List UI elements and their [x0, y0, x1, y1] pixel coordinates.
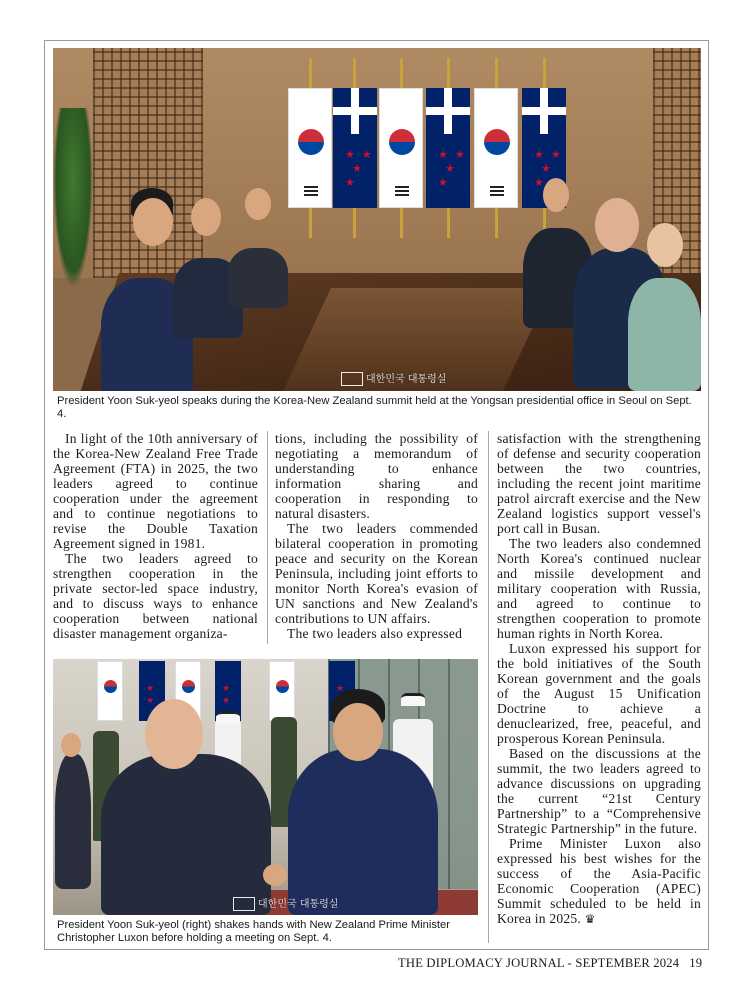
paragraph: satisfaction with the strengthening of defense and security cooperation between the two countries, including the recent joint maritime patrol aircraft exercise and the New Zealand logistics support vessel's port call in Busan.	[497, 431, 701, 536]
head	[61, 733, 81, 757]
office-logo-icon	[233, 897, 255, 911]
head	[145, 699, 203, 769]
bottom-photo-caption: President Yoon Suk-yeol (right) shakes hands with New Zealand Prime Minister Christopher Luxon before holding a meeting on Sept. 4.	[57, 919, 450, 944]
column-rule	[488, 431, 489, 943]
office-logo-icon	[341, 372, 363, 386]
korea-flag	[379, 88, 423, 208]
head	[543, 178, 569, 212]
paragraph: Luxon expressed his support for the bold initiatives of the South Korean government and the goals of the August 15 Unification Doctrine to achieve a denuclearized, free, peaceful, and prosperous Korean Peninsula.	[497, 641, 701, 746]
paragraph: Based on the discussions at the summit, the two leaders agreed to advance discussions on upgrading the current “21st Century Partnership” to a “Comprehensive Strategic Partnership” in the future.	[497, 746, 701, 836]
column-rule	[267, 431, 268, 644]
new-zealand-flag	[333, 88, 377, 208]
guard-cap	[401, 693, 425, 706]
paragraph: The two leaders also condemned North Korea's continued nuclear and missile development and military cooperation with Russia, and agreed to continue to strengthen cooperation to promote human rights in North Korea.	[497, 536, 701, 641]
watermark-logo	[341, 370, 446, 386]
korea-flag	[288, 88, 332, 208]
page-number: 19	[689, 956, 703, 970]
person-luxon	[101, 754, 271, 915]
korea-flag	[474, 88, 518, 208]
paragraph-text: Prime Minister Luxon also expressed his best wishes for the success of the Asia-Pacific Economic Cooperation (APEC) Summit scheduled to be held in Korea in 2025.	[497, 836, 701, 926]
paragraph	[497, 836, 701, 927]
paragraph: The two leaders commended bilateral cooperation in promoting peace and security on the Korean Peninsula, including joint efforts to monitor North Korea's evasion of UN sanctions and New Zealand's contributions to UN affairs.	[275, 521, 478, 626]
article-column-1	[53, 431, 258, 641]
head	[133, 198, 173, 246]
person-yoon	[288, 749, 438, 915]
head	[333, 703, 383, 761]
paragraph: The two leaders agreed to strengthen cooperation in the private sector-led space industry, and to discuss ways to enhance cooperation between national disaster management organiza-	[53, 551, 258, 641]
end-mark-icon: ♛	[584, 912, 596, 926]
article-column-2	[275, 431, 478, 641]
paragraph: The two leaders also expressed	[287, 626, 463, 641]
handshake-photo	[53, 659, 478, 915]
head	[191, 198, 221, 236]
top-photo-caption: President Yoon Suk-yeol speaks during the Korea-New Zealand summit held at the Yongsan presidential office in Seoul on Sept. 4.	[57, 395, 692, 420]
summit-photo	[53, 48, 701, 391]
person-official	[55, 754, 91, 889]
watermark-text: 대한민국 대통령실	[258, 899, 339, 910]
page-footer	[398, 956, 702, 971]
head	[647, 223, 683, 267]
watermark-logo	[233, 895, 338, 911]
head	[245, 188, 271, 220]
korea-flag	[269, 661, 295, 721]
head	[595, 198, 639, 252]
publication-name: THE DIPLOMACY JOURNAL - SEPTEMBER 2024	[398, 956, 680, 970]
guard-cap	[216, 711, 240, 724]
korea-flag	[97, 661, 123, 721]
handshake	[263, 864, 287, 886]
person-delegate	[228, 248, 288, 308]
watermark-text: 대한민국 대통령실	[366, 374, 447, 385]
person-delegate	[628, 278, 701, 391]
paragraph: tions, including the possibility of negotiating a memorandum of understanding to enhance information sharing and cooperation in responding to natural disasters.	[275, 431, 478, 521]
paragraph: In light of the 10th anniversary of the Korea-New Zealand Free Trade Agreement (FTA) in 2025, the two leaders agreed to continue cooperation under the agreement and to continue negotiations to revise the Double Taxation Agreement signed in 1981.	[53, 431, 258, 551]
new-zealand-flag	[426, 88, 470, 208]
article-column-3	[497, 431, 701, 927]
plant	[53, 108, 93, 288]
